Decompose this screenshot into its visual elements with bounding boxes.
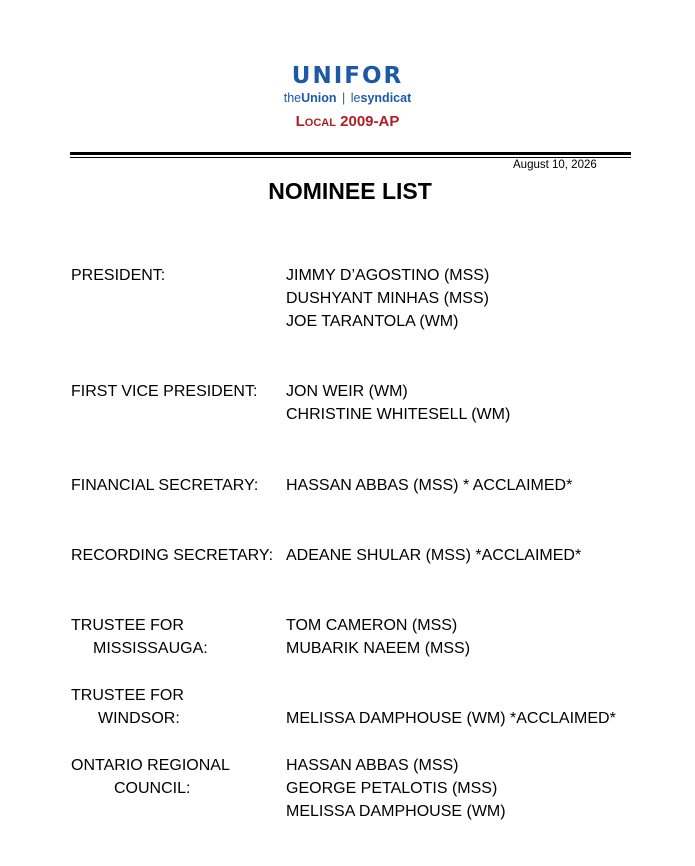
tagline-the: the xyxy=(283,91,302,105)
nominee-name: ADEANE SHULAR (MSS) *ACCLAIMED* xyxy=(286,547,582,564)
nominee-name: JIMMY D’AGOSTINO (MSS) xyxy=(286,267,490,284)
tagline-le: le xyxy=(350,91,361,105)
local-number: Local 2009-AP xyxy=(295,113,400,130)
office-label-line: MISSISSAUGA: xyxy=(93,640,208,657)
nominees-ontario-regional-council xyxy=(286,754,506,823)
office-label-line: PRESIDENT: xyxy=(71,267,166,284)
office-label-ontario-regional-council xyxy=(71,754,230,800)
nominees-financial-secretary xyxy=(286,474,572,497)
nominees-president xyxy=(286,264,489,333)
office-label-first-vice-president xyxy=(71,380,257,403)
header-rule-thick xyxy=(70,152,631,155)
nominee-name: MELISSA DAMPHOUSE (WM) xyxy=(286,803,506,820)
logo-tagline xyxy=(0,90,695,106)
nominee-name: TOM CAMERON (MSS) xyxy=(286,617,458,634)
office-label-line: TRUSTEE FOR xyxy=(71,617,184,634)
page-title: NOMINEE LIST xyxy=(268,178,432,204)
office-label-financial-secretary xyxy=(71,474,258,497)
nominee-name: MUBARIK NAEEM (MSS) xyxy=(286,640,471,657)
office-label-line: ONTARIO REGIONAL xyxy=(71,757,230,774)
nominees-recording-secretary xyxy=(286,544,581,567)
nominee-name: HASSAN ABBAS (MSS) xyxy=(286,757,459,774)
tagline-union: Union xyxy=(301,91,337,105)
nominees-trustee-windsor xyxy=(286,707,616,730)
office-label-president xyxy=(71,264,165,287)
tagline-separator: | xyxy=(342,91,346,105)
nominee-name: HASSAN ABBAS (MSS) * ACCLAIMED* xyxy=(286,477,573,494)
tagline-syndicat: syndicat xyxy=(360,91,412,105)
nominee-name: GEORGE PETALOTIS (MSS) xyxy=(286,780,498,797)
nominee-name: MELISSA DAMPHOUSE (WM) *ACCLAIMED* xyxy=(286,710,616,727)
office-label-line: FIRST VICE PRESIDENT: xyxy=(71,383,258,400)
nominees-first-vice-president xyxy=(286,380,510,426)
office-label-line: WINDSOR: xyxy=(98,710,180,727)
document-date: August 10, 2026 xyxy=(513,159,597,171)
office-label-trustee-windsor xyxy=(71,684,184,730)
unifor-logo: UNIFOR xyxy=(291,63,404,89)
nominee-name: DUSHYANT MINHAS (MSS) xyxy=(286,290,489,307)
office-label-line: COUNCIL: xyxy=(114,780,191,797)
nominee-name: JOE TARANTOLA (WM) xyxy=(286,313,459,330)
office-label-line: TRUSTEE FOR xyxy=(71,687,184,704)
office-label-recording-secretary xyxy=(71,544,273,567)
office-label-trustee-mississauga xyxy=(71,614,208,660)
nominees-trustee-mississauga xyxy=(286,614,470,660)
nominee-name: CHRISTINE WHITESELL (WM) xyxy=(286,406,511,423)
nominee-name: JON WEIR (WM) xyxy=(286,383,408,400)
office-label-line: FINANCIAL SECRETARY: xyxy=(71,477,259,494)
office-label-line: RECORDING SECRETARY: xyxy=(71,547,274,564)
